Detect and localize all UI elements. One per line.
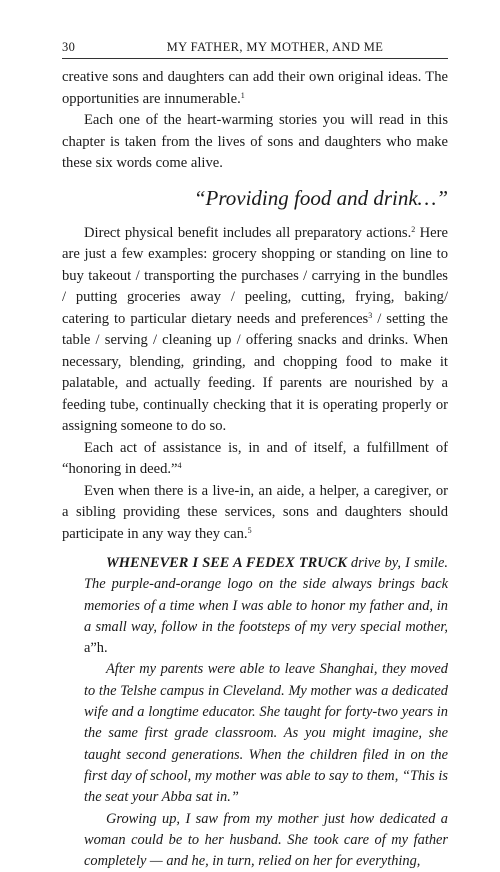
story-block bbox=[62, 553, 448, 872]
running-title: MY FATHER, MY MOTHER, AND ME bbox=[166, 40, 384, 54]
header-rule bbox=[62, 58, 448, 59]
footnote-ref: 2 bbox=[411, 224, 416, 234]
section-heading: “Providing food and drink…” bbox=[193, 185, 448, 210]
page-number: 30 bbox=[62, 40, 76, 54]
footnote-ref: 1 bbox=[240, 90, 245, 100]
paragraph-text: Each act of assistance is, in and of itself, a fulfillment of “honoring in deed.” bbox=[62, 439, 448, 477]
paragraph-text: Even when there is a live-in, an aide, a helper, a caregiver, or a sibling providing these services, sons and daughters should participate in any way they can. bbox=[62, 482, 448, 542]
paragraph: Each one of the heart-warming stories you will read in this chapter is taken from the lives of sons and daughters who make these six words come alive. bbox=[62, 112, 448, 171]
story-paragraph: After my parents were able to leave Shanghai, they moved to the Telshe campus in Cleveland. My mother was a dedicated wife and a longtime educator. She taught for forty-two years in the same first grade classroom. As you might imagine, she taught second generations. When the children filed in on the first day of school, my mother was able to say to them, “This is the seat your Abba sat in.” bbox=[84, 661, 448, 806]
paragraph bbox=[62, 223, 448, 438]
footnote-ref: 4 bbox=[177, 461, 182, 470]
paragraph-text: creative sons and daughters can add their own original ideas. The opportunities are innumerable. bbox=[62, 69, 448, 107]
page-body bbox=[62, 67, 448, 872]
story-paragraph bbox=[84, 553, 448, 659]
story-text: drive by, I smile. The purple-and-orange logo on the side always brings back memories of a time when I was able to honor my father and, in a small way, follow in the footsteps of my very special mother, bbox=[84, 555, 448, 635]
paragraph bbox=[62, 67, 448, 110]
story-lead: WHENEVER I SEE A FEDEX TRUCK bbox=[106, 555, 347, 571]
story-paragraph: Growing up, I saw from my mother just how dedicated a woman could be to her husband. She took care of my father completely — and he, in turn, relied on her for everything, bbox=[84, 810, 448, 870]
paragraph bbox=[62, 481, 448, 546]
story-text: a”h. bbox=[84, 640, 108, 657]
footnote-ref: 5 bbox=[247, 525, 252, 535]
paragraph-text: / setting the table / serving / cleaning up / offering snacks and drinks. When necessary, blending, grinding, and chopping food to make it palatable, and actually feeding. If parents are nourished by a feeding tube, continually checking that it is operating properly or assigning someone to do so. bbox=[62, 310, 448, 434]
paragraph-text: Here are just a few examples: grocery shopping or standing on line to buy takeout / transporting the purchases / carrying in the bundles / putting groceries away / peeling, cutting, frying, baking/ catering to particular dietary needs and preferences bbox=[62, 224, 448, 327]
footnote-ref: 3 bbox=[368, 310, 373, 320]
paragraph bbox=[62, 438, 448, 481]
paragraph-text: Direct physical benefit includes all preparatory actions. bbox=[84, 224, 412, 241]
